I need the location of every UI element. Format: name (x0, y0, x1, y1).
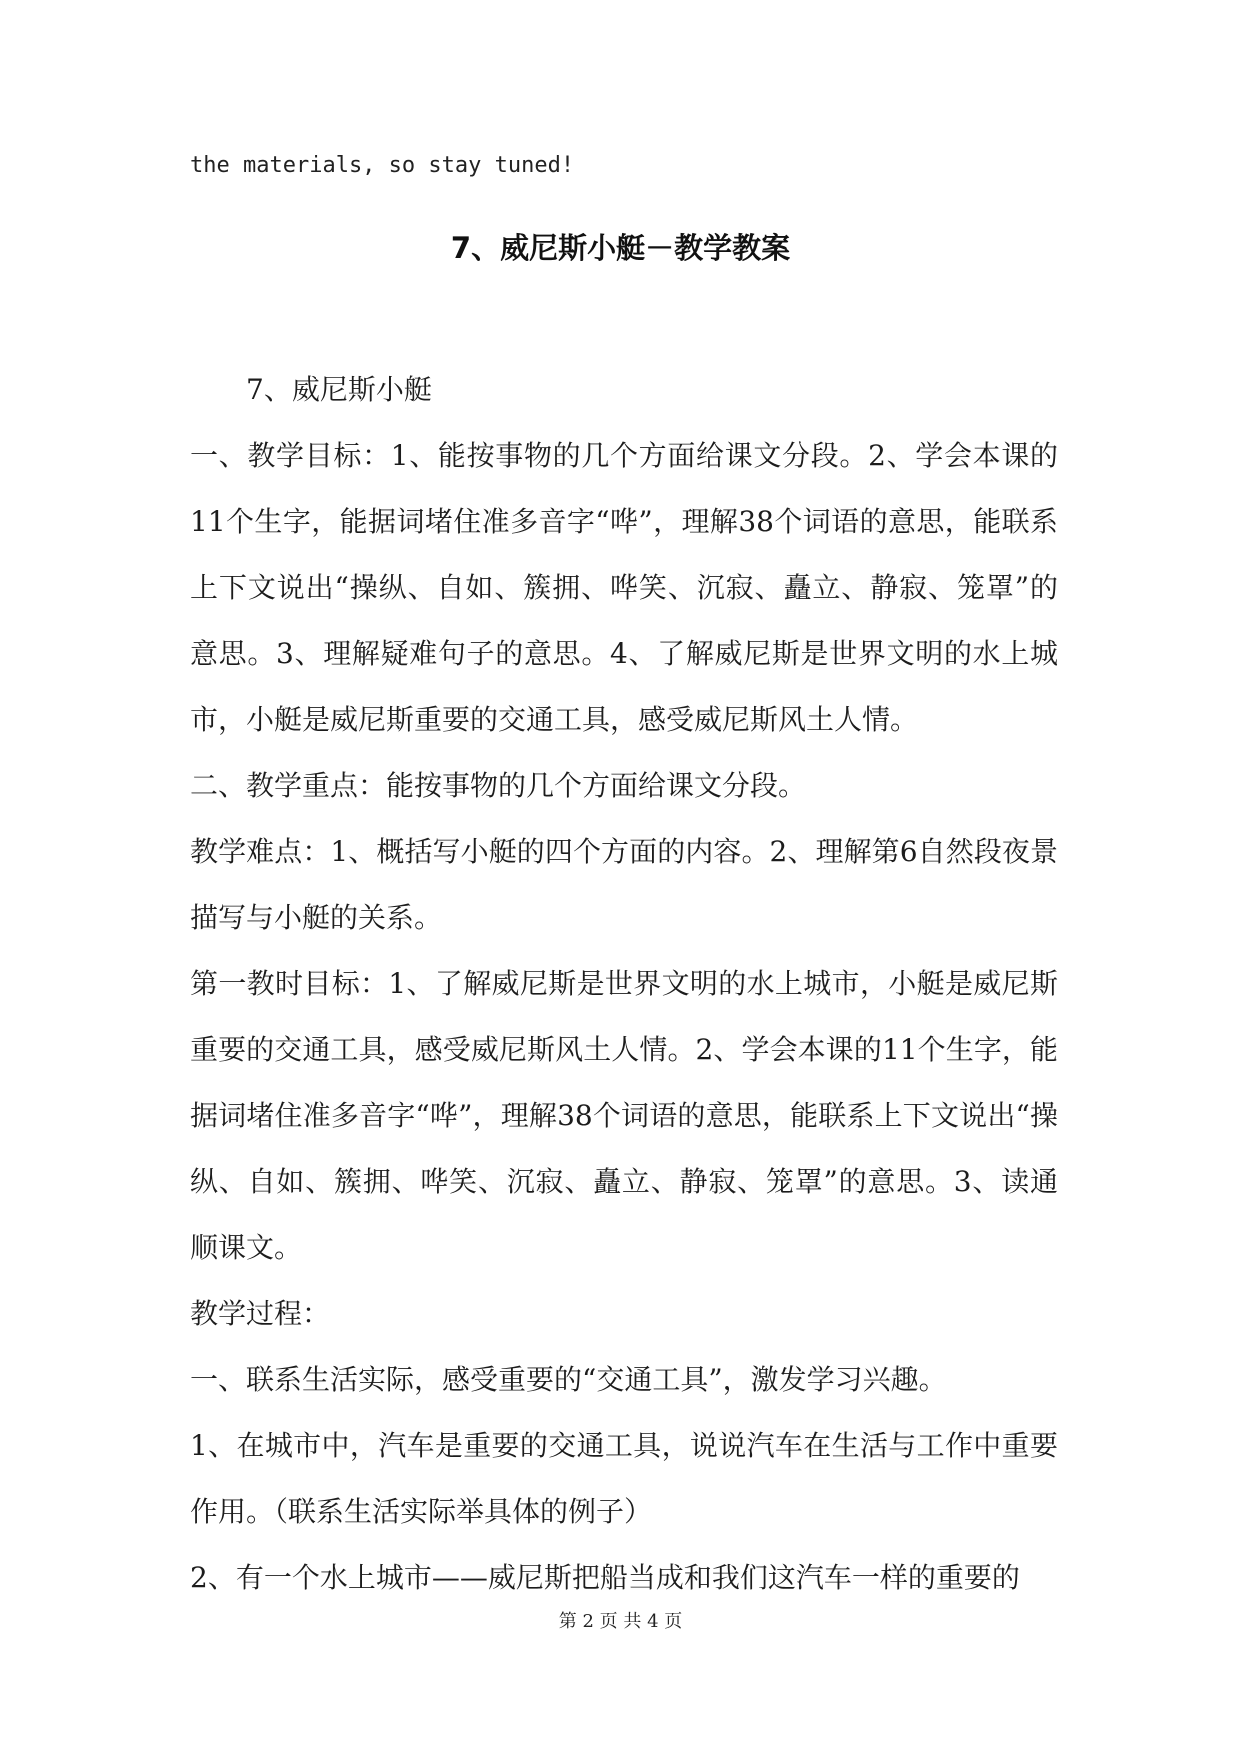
process-step-item: 1、在城市中，汽车是重要的交通工具，说说汽车在生活与工作中重要作用。（联系生活实际举具体的例子） (190, 1429, 1058, 1528)
page-number-footer: 第 2 页 共 4 页 (558, 1611, 683, 1632)
document-body (190, 357, 1058, 1611)
document-title: 7、威尼斯小艇－教学教案 (450, 231, 791, 265)
teaching-focus-paragraph: 二、教学重点：能按事物的几个方面给课文分段。 (190, 769, 807, 802)
first-lesson-goals-paragraph: 第一教时目标：1、了解威尼斯是世界文明的水上城市，小艇是威尼斯重要的交通工具，感受威尼斯风土人情。2、学会本课的11个生字，能据词堵住准多音字“哗”，理解38个词语的意思，能联系上下文说出“操纵、自如、簇拥、哗笑、沉寂、矗立、静寂、笼罩”的意思。3、读通顺课文。 (190, 967, 1058, 1264)
lesson-heading: 7、威尼斯小艇 (246, 373, 432, 406)
teaching-objectives-paragraph: 一、教学目标：1、能按事物的几个方面给课文分段。2、学会本课的11个生字，能据词堵住准多音字“哗”，理解38个词语的意思，能联系上下文说出“操纵、自如、簇拥、哗笑、沉寂、矗立、静寂、笼罩”的意思。3、理解疑难句子的意思。4、了解威尼斯是世界文明的水上城市，小艇是威尼斯重要的交通工具，感受威尼斯风土人情。 (190, 439, 1058, 736)
process-step-item: 2、有一个水上城市——威尼斯把船当成和我们这汽车一样的重要的 (190, 1561, 1020, 1594)
continued-text-fragment: the materials, so stay tuned! (190, 153, 575, 178)
teaching-process-heading: 教学过程： (190, 1297, 331, 1330)
process-step-one-heading: 一、联系生活实际，感受重要的“交通工具”，激发学习兴趣。 (190, 1363, 947, 1396)
teaching-difficulty-paragraph: 教学难点：1、概括写小艇的四个方面的内容。2、理解第6自然段夜景描写与小艇的关系。 (190, 835, 1058, 934)
